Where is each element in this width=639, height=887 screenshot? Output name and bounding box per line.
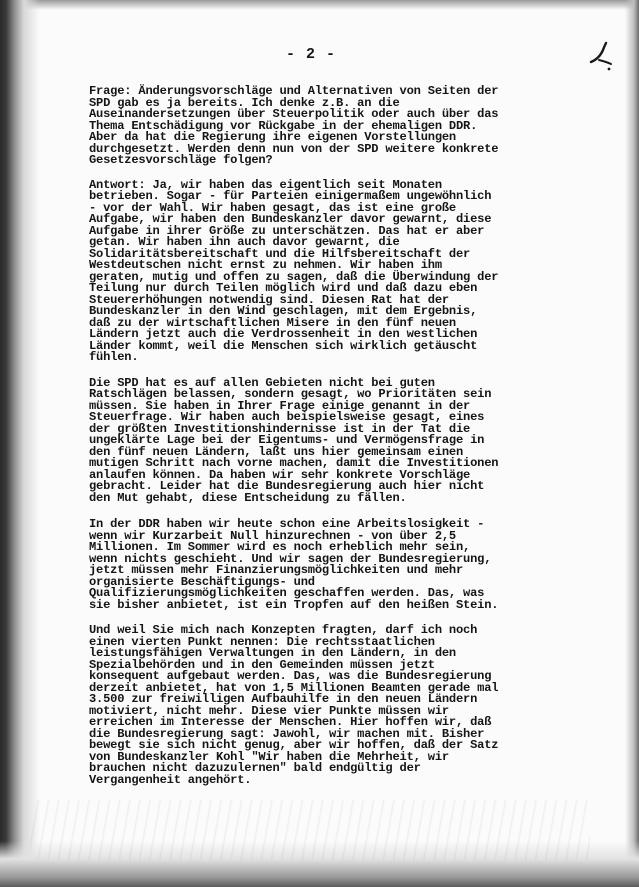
text-line: Westdeutschen nicht ernst zu nehmen. Wir haben ihm: [89, 258, 442, 272]
scan-shadow-top: [0, 0, 639, 10]
text-line: die Bundesregierung sagt: Jawohl, wir machen mit. Bisher: [89, 726, 485, 741]
text-line: einen vierten Punkt nennen: Die rechtsstaatlichen: [89, 634, 435, 649]
text-line: Frage: Änderungsvorschläge und Alternativen von Seiten der: [89, 84, 499, 98]
text-line: wenn nichts geschieht. Und wir sagen der Bundesregierung,: [89, 551, 492, 566]
paragraph: [89, 375, 529, 505]
text-line: motiviert, nicht mehr. Diese vier Punkte müssen wir: [89, 703, 449, 718]
text-line: Vergangenheit angehört.: [89, 772, 252, 787]
text-line: Ländern jetzt auch die Verdrossenheit in den westlichen: [89, 327, 478, 341]
text-line: erreichen im Interesse der Menschen. Hier hoffen wir, daß: [89, 715, 492, 729]
text-line: den Mut gehabt, diese Entscheidung zu fällen.: [89, 490, 407, 505]
text-line: bewegt sie sich nicht genug, aber wir hoffen, daß der Satz: [89, 738, 499, 752]
scan-shadow-left: [0, 0, 40, 887]
text-line: Antwort: Ja, wir haben das eigentlich seit Monaten: [89, 177, 442, 192]
text-line: Thema Entschädigung vor Rückgabe in der ehemaligen DDR.: [89, 118, 478, 133]
interview-text: [89, 86, 529, 786]
page-number: - 2 -: [286, 46, 337, 63]
text-line: SPD gab es ja bereits. Ich denke z.B. an die: [89, 95, 400, 110]
text-line: fühlen.: [89, 350, 139, 364]
text-line: betrieben. Sogar - für Parteien einigermaßem ungewöhnlich: [89, 189, 492, 203]
text-line: daß zu der wirtschaftlichen Misere in den fünf neuen: [89, 315, 456, 330]
text-line: Steuererhöhungen notwendig sind. Diesen Rat hat der: [89, 292, 449, 307]
text-line: Bundeskanzler in den Wind geschlagen, mit dem Ergebnis,: [89, 304, 478, 318]
text-line: konsequent aufgebaut werden. Das, was die Bundesregierung: [89, 669, 492, 683]
text-line: gebracht. Leider hat die Bundesregierung auch hier nicht: [89, 479, 485, 493]
text-line: anlaufen können. Da haben wir sehr konkrete Vorschläge: [89, 467, 471, 482]
text-line: Auseinandersetzungen über Steuerpolitik oder auch über das: [89, 107, 499, 121]
text-line: Spezialbehörden und in den Gemeinden müssen jetzt: [89, 657, 435, 672]
text-line: 3.500 zur freiwilligen Aufbauhilfe in den neuen Ländern: [89, 692, 478, 706]
text-line: Aufgabe, wir haben den Bundeskanzler davor gewarnt, diese: [89, 212, 492, 226]
text-line: jetzt müssen mehr Finanzierungsmöglichkeiten und mehr: [89, 563, 464, 577]
text-line: Qualifizierungsmöglichkeiten geschaffen werden. Das, was: [89, 586, 485, 600]
handwritten-check-mark-icon: [588, 40, 614, 72]
paragraph: [89, 86, 529, 167]
text-line: Länder kommt, weil die Menschen sich wirklich getäuscht: [89, 338, 478, 353]
text-line: Aufgabe in ihrer Größe zu unterschätzen. Das hat er aber: [89, 223, 485, 238]
text-line: Millionen. Im Sommer wird es noch erheblich mehr sein,: [89, 540, 471, 554]
paragraph: [89, 177, 529, 364]
text-line: der größten Investitionshindernisse ist in der Tat die: [89, 421, 471, 436]
text-line: leistungsfähigen Verwaltungen in den Ländern, in den: [89, 646, 456, 660]
text-line: von Bundeskanzler Kohl "Wir haben die Mehrheit, wir: [89, 749, 449, 764]
text-line: Steuerfrage. Wir haben auch beispielsweise gesagt, eines: [89, 410, 485, 424]
text-line: - vor der Wahl. Wir haben gesagt, das ist eine große: [89, 200, 456, 215]
text-line: Solidaritätsbereitschaft und die Hilfsbereitschaft der: [89, 246, 471, 261]
text-line: wenn wir Kurzarbeit Null hinzurechnen - von über 2,5: [89, 528, 456, 543]
text-line: getan. Wir haben ihn auch davor gewarnt, die: [89, 235, 400, 249]
scan-noise: [30, 800, 590, 860]
paragraph: [89, 625, 529, 786]
text-line: organisierte Beschäftigungs- und: [89, 574, 315, 589]
paragraph: [89, 519, 529, 611]
text-line: Und weil Sie mich nach Konzepten fragten, darf ich noch: [89, 623, 478, 637]
text-line: Teilung nur durch Teilen möglich wird und daß dazu eben: [89, 281, 478, 295]
text-line: Aber da hat die Regierung ihre eigenen Vorstellungen: [89, 130, 456, 144]
text-line: durchgesetzt. Werden denn nun von der SPD weitere konkrete: [89, 141, 499, 156]
text-line: Die SPD hat es auf allen Gebieten nicht bei guten: [89, 375, 435, 390]
text-line: sie bisher anbietet, ist ein Tropfen auf den heißen Stein.: [89, 597, 499, 612]
text-line: den fünf neuen Ländern, laßt uns hier gemeinsam einen: [89, 444, 464, 459]
text-line: brauchen nicht dazuzulernen" bald endgültig der: [89, 761, 421, 775]
text-line: In der DDR haben wir heute schon eine Arbeitslosigkeit -: [89, 517, 485, 531]
text-line: Ratschlägen belassen, sondern gesagt, wo Prioritäten sein: [89, 387, 492, 401]
text-line: müssen. Sie haben in Ihrer Frage einige genannt in der: [89, 398, 471, 413]
text-line: ungeklärte Lage bei der Eigentums- und Vermögensfrage in: [89, 433, 485, 447]
text-line: mutigen Schritt nach vorne machen, damit die Investitionen: [89, 456, 499, 470]
scan-shadow-right: [625, 0, 639, 887]
text-line: geraten, mutig und offen zu sagen, daß die Überwindung der: [89, 269, 499, 284]
text-line: derzeit anbietet, hat von 1,5 Millionen Beamten gerade mal: [89, 680, 499, 695]
text-line: Gesetzesvorschläge folgen?: [89, 153, 273, 167]
